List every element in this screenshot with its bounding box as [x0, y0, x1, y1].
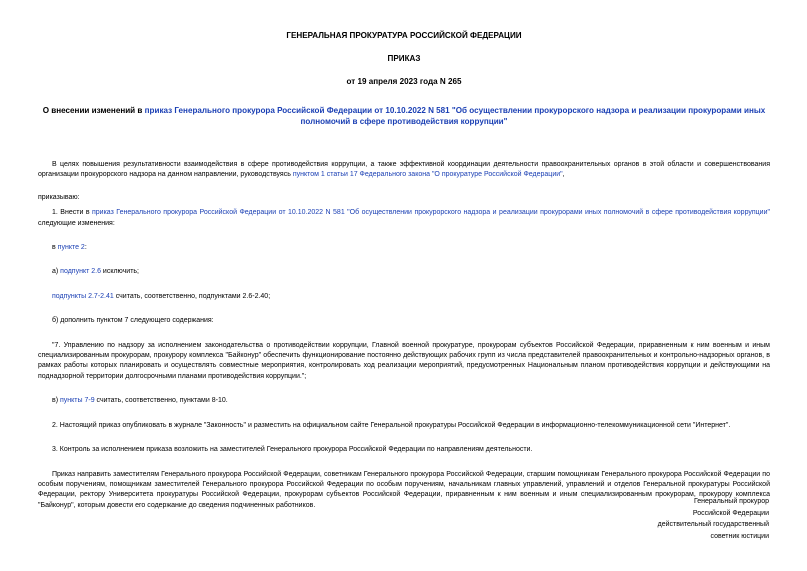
sub-a-paragraph — [38, 267, 770, 277]
sub-a-prefix: а) — [52, 268, 61, 276]
sub-b-paragraph: б) дополнить пунктом 7 следующего содержания: — [52, 317, 214, 325]
document-title — [38, 105, 770, 127]
order-word: приказываю: — [38, 193, 80, 201]
item-1-prefix: 1. Внести в — [52, 209, 92, 217]
signature-line-2: Российской Федерации — [692, 509, 769, 517]
sub-a2-paragraph — [38, 292, 770, 302]
preamble-text: В целях повышения результативности взаимодействия в сфере противодействия коррупции, а также эффективной координации деятельности правоохранительных органов в этой области и совершенствования организации прокурорского надзора на данном направлении, руководствуясь — [38, 161, 770, 179]
sub-a-suffix: исключить; — [100, 268, 140, 276]
item-3-paragraph: 3. Контроль за исполнением приказа возложить на заместителей Генерального прокурора Российской Федерации по направлениям деятельности. — [52, 446, 533, 454]
sub-v-paragraph — [38, 396, 770, 406]
item-1-paragraph — [38, 208, 770, 229]
document-page — [38, 30, 770, 511]
sub-a2-suffix: считать, соответственно, подпунктами 2.6-2.40; — [113, 292, 271, 300]
sub-a-link[interactable]: подпункт 2.6 — [60, 268, 101, 276]
point-2-link[interactable]: пункте 2 — [57, 244, 85, 252]
org-heading: ГЕНЕРАЛЬНАЯ ПРОКУРАТУРА РОССИЙСКОЙ ФЕДЕРАЦИИ — [286, 31, 522, 40]
signature-block — [658, 496, 769, 543]
preamble-paragraph — [38, 160, 770, 181]
signature-line-3: действительный государственный — [657, 521, 769, 529]
item-2-paragraph: 2. Настоящий приказ опубликовать в журнале "Законность" и разместить на официальном сайте Генеральной прокуратуры Российской Федерации в информационно-телекоммуникационной сети "Интернет". — [52, 421, 731, 429]
quote-paragraph: "7. Управлению по надзору за исполнением законодательства о противодействии коррупции, Главной военной прокуратуре, прокурорам субъектов Российской Федерации, приравненным к ним военным и иным специализированным прокурорам, прокурору комплекса "Байконур" обеспечить функционирование постоянно действующих рабочих групп из числа представителей правоохранительных и контрольно-надзорных органов, в рамках работы которых планировать и осуществлять совместные мероприятия, контролировать ход реализации мероприятий, предусмотренных Национальным планом противодействия коррупции и действующими на поднадзорной территории долгосрочными планами противодействия коррупции."; — [38, 341, 770, 380]
sub-v-suffix: считать, соответственно, пунктами 8-10. — [94, 397, 228, 405]
preamble-suffix: , — [562, 171, 565, 179]
preamble-law-link[interactable]: пунктом 1 статьи 17 Федерального закона "О прокуратуре Российской Федерации" — [292, 171, 563, 179]
point-2-paragraph — [38, 243, 770, 253]
title-link[interactable]: приказ Генерального прокурора Российской Федерации от 10.10.2022 N 581 "Об осуществлении прокурорского надзора и реализации прокурорами иных полномочий в сфере противодействия коррупции" — [144, 106, 766, 126]
sub-v-prefix: в) — [52, 397, 60, 405]
point-2-prefix: в — [52, 244, 58, 252]
item-1-suffix: следующие изменения: — [38, 219, 115, 227]
sub-a2-link[interactable]: подпункты 2.7-2.41 — [52, 292, 114, 300]
signature-line-1: Генеральный прокурор — [693, 498, 769, 505]
doc-type-heading: ПРИКАЗ — [387, 54, 421, 63]
point-2-suffix: : — [84, 244, 87, 252]
distribution-paragraph: Приказ направить заместителям Генерального прокурора Российской Федерации, советникам Генерального прокурора Российской Федерации, старшим помощникам Генерального прокурора Российской Федерации по особым поручениям, помощникам заместителей Генерального прокурора Российской Федерации по особым поручениям, начальникам главных управлений, управлений и отделов Генеральной прокуратуры Российской Федерации, ректору Университета прокуратуры Российской Федерации, прокурорам субъектов Российской Федерации, приравненным к ним военным и иным специализированным прокурорам, прокурору комплекса "Байконур", которым довести его содержание до сведения подчиненных работников. — [38, 470, 770, 509]
signature-line-4: советник юстиции — [710, 533, 769, 541]
item-1-order-link[interactable]: приказ Генерального прокурора Российской Федерации от 10.10.2022 N 581 "Об осуществлении прокурорского надзора и реализации прокурорами иных полномочий в сфере противодействия коррупции" — [92, 209, 770, 217]
title-prefix: О внесении изменений в — [42, 106, 145, 115]
sub-v-link[interactable]: пункты 7-9 — [60, 397, 95, 405]
date-number-heading: от 19 апреля 2023 года N 265 — [346, 77, 462, 86]
